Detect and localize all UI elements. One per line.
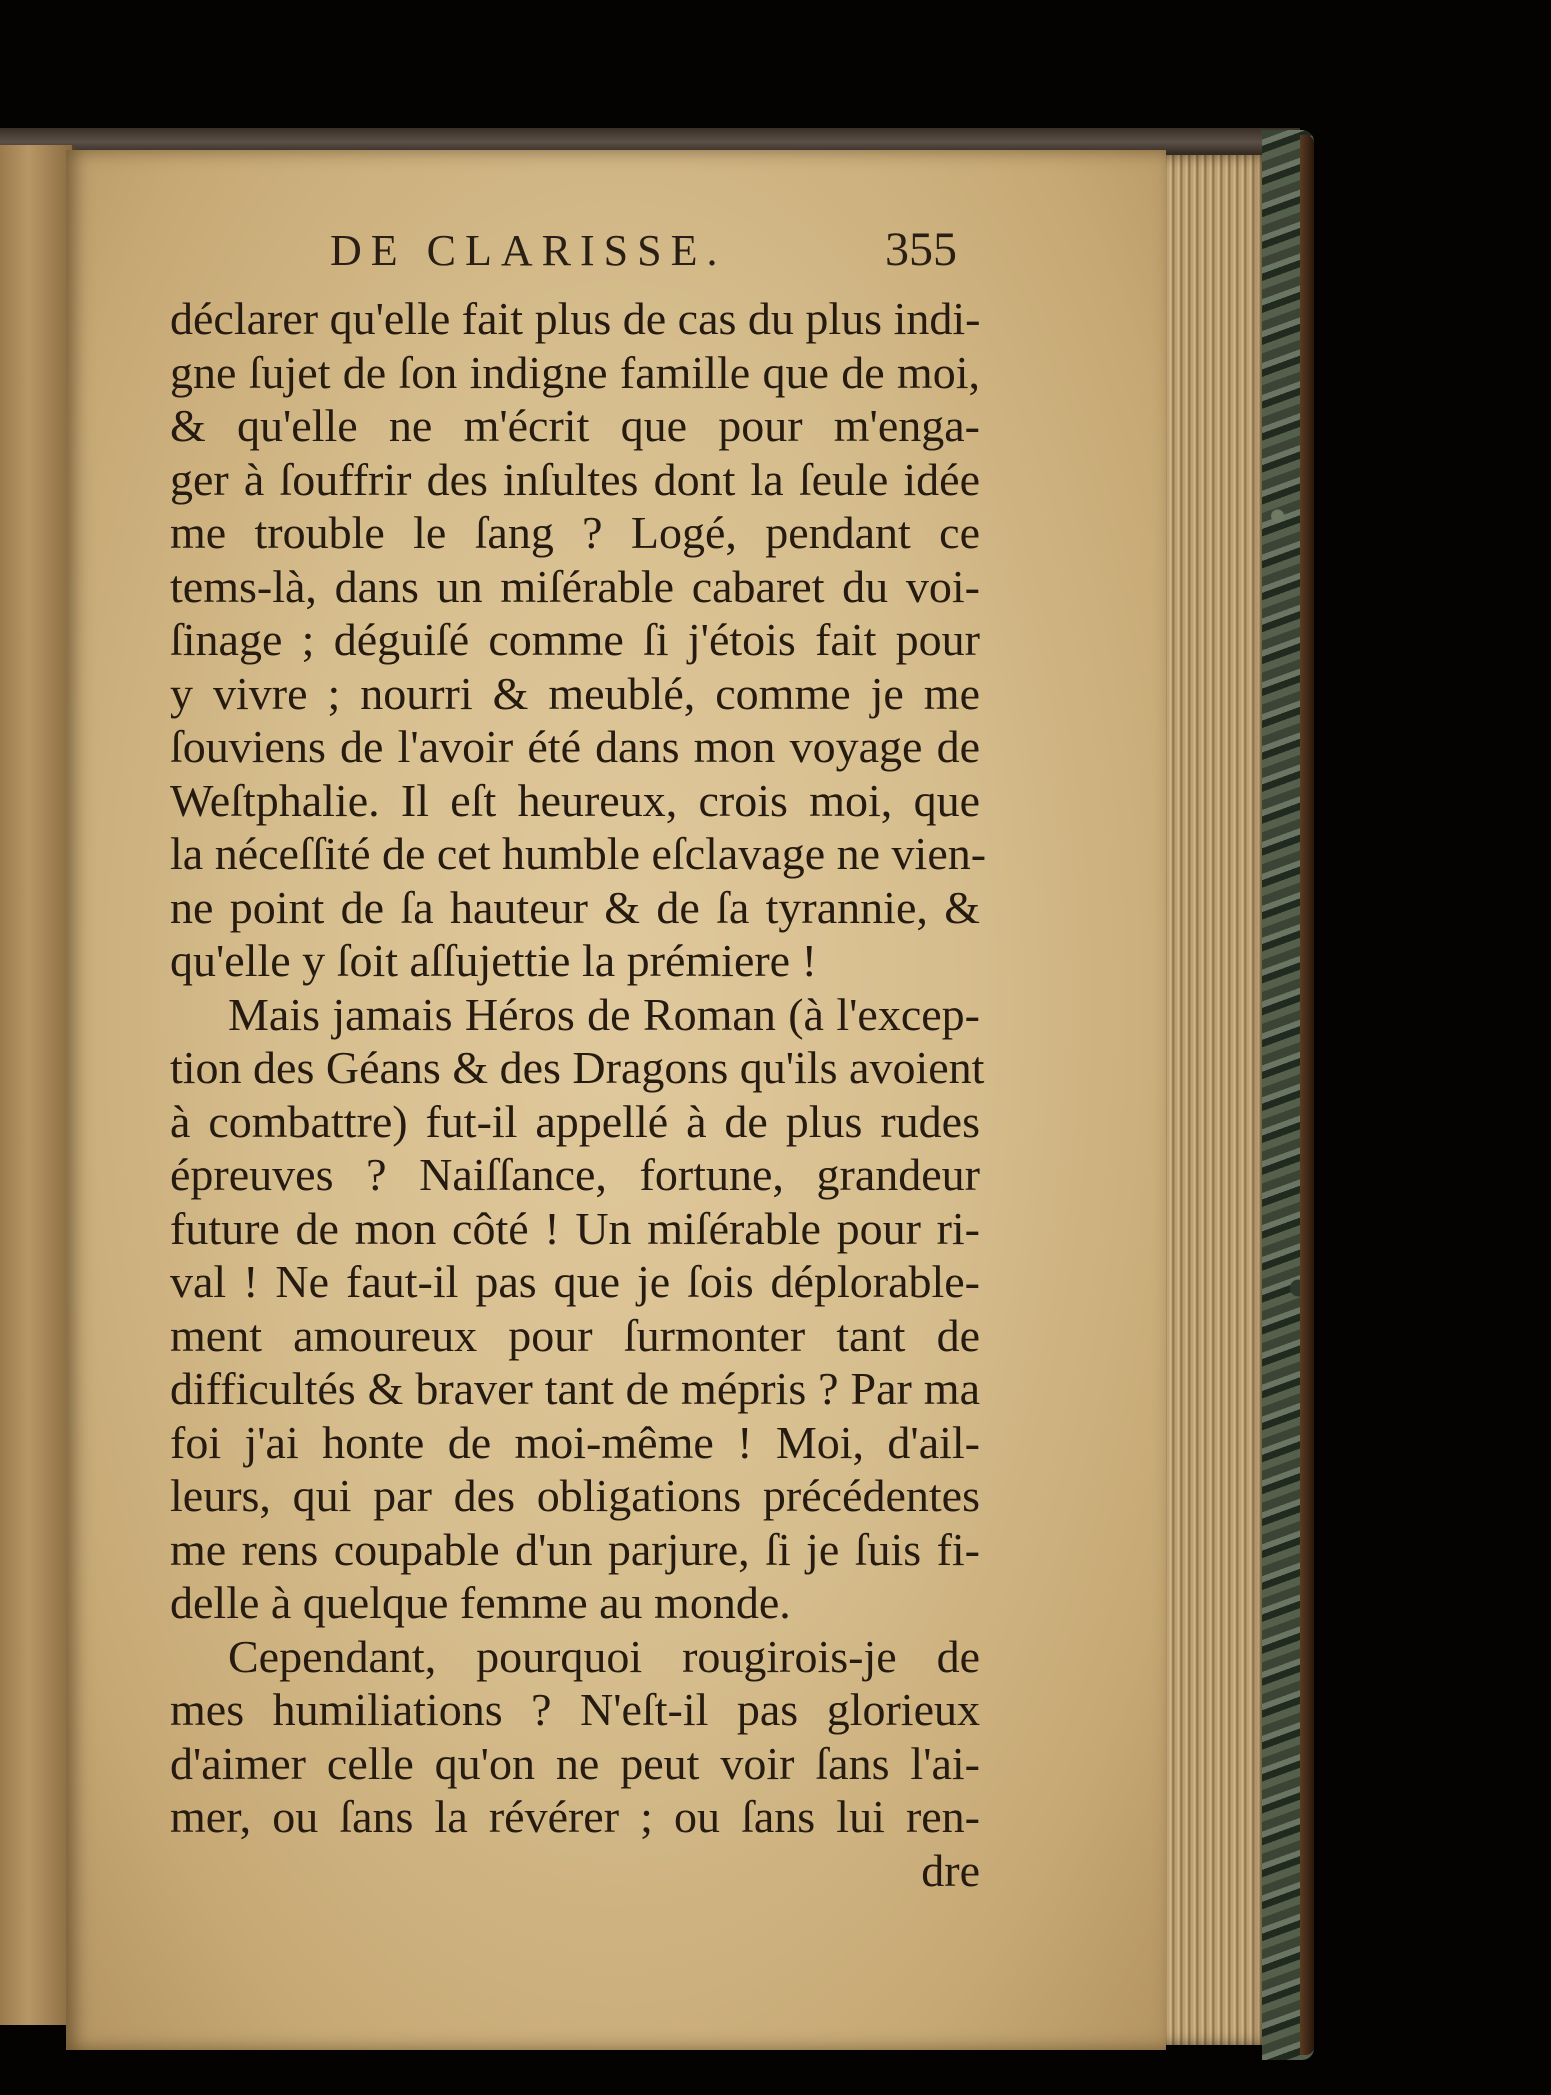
text-line: future de mon côté ! Un miſérable pour ri- — [170, 1202, 980, 1254]
text-line: mer, ou ſans la révérer ; ou ſans lui ren- — [170, 1791, 980, 1842]
text-line: ſouviens de l'avoir été dans mon voyage de — [170, 721, 980, 772]
paragraph-start-line: Cependant, pourquoi rougirois-je de — [228, 1630, 980, 1682]
text-line: d'aimer celle qu'on ne peut voir ſans l'ai- — [170, 1737, 980, 1789]
text-line: épreuves ? Naiſſance, fortune, grandeur — [170, 1149, 980, 1200]
text-line: à combattre) fut-il appellé à de plus rudes — [170, 1095, 980, 1147]
facing-page-edge — [0, 145, 74, 2025]
cover-leather-edge — [1300, 135, 1314, 2055]
text-line: foi j'ai honte de moi-même ! Moi, d'ail- — [170, 1416, 980, 1468]
text-line: ne point de ſa hauteur & de ſa tyrannie, & — [170, 881, 980, 933]
text-line: la néceſſité de cet humble eſclavage ne vien- — [170, 828, 987, 879]
text-line: & qu'elle ne m'écrit que pour m'enga- — [170, 400, 980, 451]
text-line: tion des Géans & des Dragons qu'ils avoient — [170, 1042, 985, 1093]
text-line: leurs, qui par des obligations précédentes — [170, 1470, 980, 1521]
text-line: difficultés & braver tant de mépris ? Par ma — [170, 1363, 980, 1414]
text-line: val ! Ne faut-il pas que je ſois déplorable- — [170, 1256, 980, 1307]
body-text — [170, 292, 987, 1897]
text-line: déclarer qu'elle fait plus de cas du plus indi- — [170, 293, 981, 344]
text-line: ment amoureux pour ſurmonter tant de — [170, 1309, 980, 1361]
text-line: mes humiliations ? N'eſt-il pas glorieux — [170, 1684, 980, 1735]
paragraph-start-line: Mais jamais Héros de Roman (à l'excep- — [228, 988, 980, 1040]
text-line: me rens coupable d'un parjure, ſi je ſuis fi- — [170, 1523, 980, 1575]
text-line: qu'elle y ſoit aſſujettie la prémiere ! — [170, 935, 817, 986]
text-line: y vivre ; nourri & meublé, comme je me — [170, 667, 980, 719]
page-number: 355 — [885, 223, 957, 276]
text-line: tems-là, dans un miſérable cabaret du voi- — [170, 560, 980, 612]
running-head: DE CLARISSE. — [330, 226, 727, 275]
text-line: ger à ſouffrir des inſultes dont la ſeule idée — [170, 453, 980, 505]
catchword: dre — [921, 1844, 980, 1896]
text-line: Weſtphalie. Il eſt heureux, crois moi, que — [170, 774, 980, 826]
text-line: gne ſujet de ſon indigne famille que de moi, — [170, 346, 980, 398]
text-line: ſinage ; déguiſé comme ſi j'étois fait pour — [170, 614, 980, 665]
text-line: me trouble le ſang ? Logé, pendant ce — [170, 507, 980, 558]
text-line: delle à quelque femme au monde. — [170, 1577, 791, 1628]
